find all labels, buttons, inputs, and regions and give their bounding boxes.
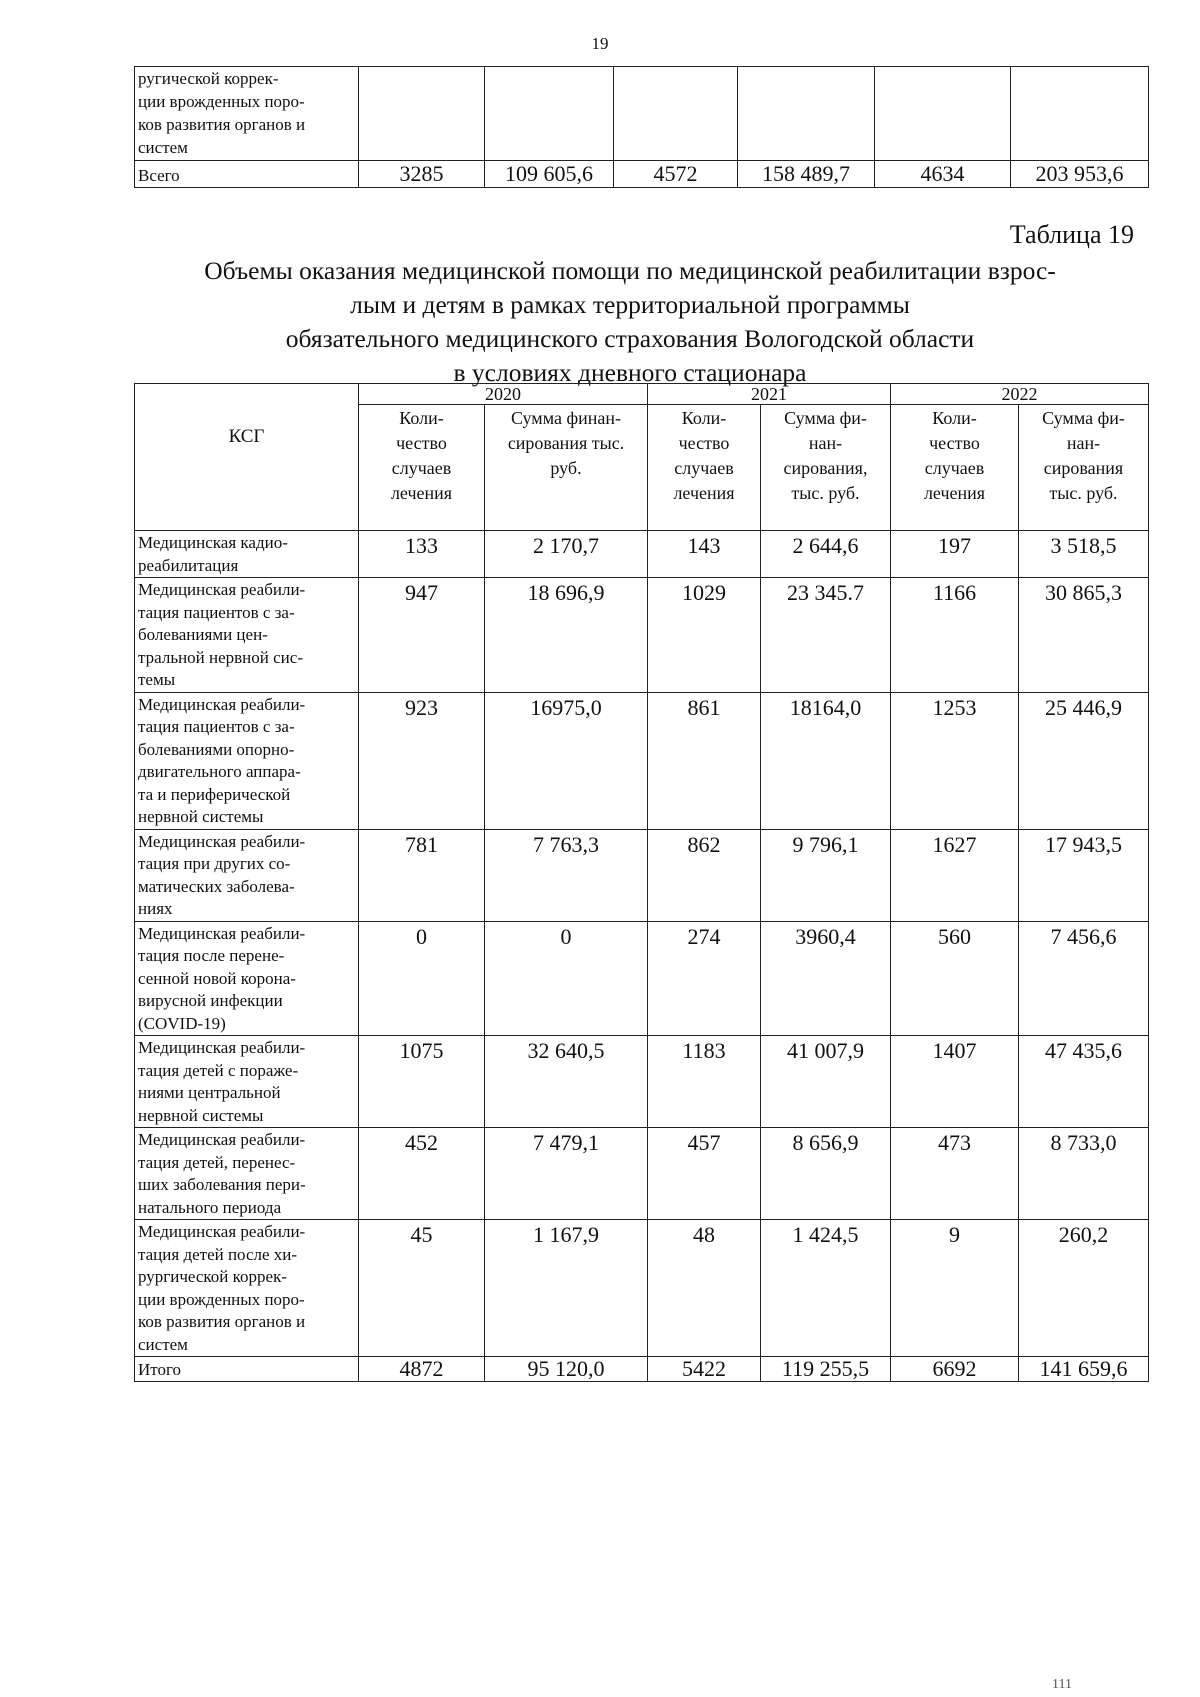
row-label: Медицинская реабили- тация детей с пораже- ниями центральной нервной системы	[135, 1036, 359, 1128]
value-cell: 781	[359, 829, 485, 921]
value-cell: 18164,0	[761, 692, 891, 829]
title-line: лым и детям в рамках территориальной программы	[350, 290, 910, 319]
column-header: Сумма фи- нан- сирования, тыс. руб.	[761, 405, 891, 531]
title-line: Объемы оказания медицинской помощи по медицинской реабилитации взрос-	[204, 256, 1056, 285]
value-cell: 45	[359, 1220, 485, 1357]
value-cell: 203 953,6	[1011, 161, 1149, 188]
value-cell: 143	[648, 531, 761, 578]
row-label: Медицинская реабили- тация пациентов с за- болеваниями опорно- двигательного аппара- та и периферической нервной системы	[135, 692, 359, 829]
value-cell: 862	[648, 829, 761, 921]
value-cell: 17 943,5	[1019, 829, 1149, 921]
value-cell	[359, 67, 485, 161]
column-header: Коли- чество случаев лечения	[891, 405, 1019, 531]
value-cell: 274	[648, 921, 761, 1036]
value-cell: 23 345.7	[761, 578, 891, 693]
value-cell: 1627	[891, 829, 1019, 921]
table-row	[135, 1128, 1149, 1220]
value-cell: 3285	[359, 161, 485, 188]
ksg-header: КСГ	[135, 384, 359, 531]
row-label: Медицинская реабили- тация детей после хи- рургической коррек- ции врожденных поро- ков развития органов и систем	[135, 1220, 359, 1357]
value-cell: 32 640,5	[485, 1036, 648, 1128]
value-cell: 560	[891, 921, 1019, 1036]
value-cell: 8 656,9	[761, 1128, 891, 1220]
table-number: Таблица 19	[1009, 220, 1134, 249]
value-cell: 5422	[648, 1357, 761, 1382]
value-cell: 7 763,3	[485, 829, 648, 921]
table-row	[135, 692, 1149, 829]
column-header: Коли- чество случаев лечения	[648, 405, 761, 531]
corner-mark: 111	[1052, 1677, 1072, 1692]
value-cell: 30 865,3	[1019, 578, 1149, 693]
value-cell: 48	[648, 1220, 761, 1357]
row-label: Всего	[135, 161, 359, 188]
value-cell: 8 733,0	[1019, 1128, 1149, 1220]
table-row	[135, 578, 1149, 693]
value-cell: 197	[891, 531, 1019, 578]
value-cell: 3960,4	[761, 921, 891, 1036]
value-cell: 4572	[614, 161, 738, 188]
year-header-row	[135, 384, 1149, 405]
value-cell: 1 424,5	[761, 1220, 891, 1357]
row-label: Итого	[135, 1357, 359, 1382]
value-cell: 1075	[359, 1036, 485, 1128]
value-cell: 923	[359, 692, 485, 829]
value-cell: 2 170,7	[485, 531, 648, 578]
row-label: Медицинская реабили- тация пациентов с за- болеваниями цен- тральной нервной сис- темы	[135, 578, 359, 693]
year-header: 2021	[648, 384, 891, 405]
value-cell	[485, 67, 614, 161]
value-cell: 9	[891, 1220, 1019, 1357]
column-header: Коли- чество случаев лечения	[359, 405, 485, 531]
value-cell: 0	[359, 921, 485, 1036]
column-header: Сумма фи- нан- сирования тыс. руб.	[1019, 405, 1149, 531]
value-cell: 2 644,6	[761, 531, 891, 578]
row-label: Медицинская кадио- реабилитация	[135, 531, 359, 578]
value-cell: 452	[359, 1128, 485, 1220]
value-cell: 95 120,0	[485, 1357, 648, 1382]
value-cell: 133	[359, 531, 485, 578]
row-label: ругической коррек- ции врожденных поро- ков развития органов и систем	[135, 67, 359, 161]
page-number: 19	[591, 34, 609, 53]
value-cell: 1166	[891, 578, 1019, 693]
value-cell: 119 255,5	[761, 1357, 891, 1382]
value-cell: 1 167,9	[485, 1220, 648, 1357]
value-cell: 861	[648, 692, 761, 829]
table-row	[135, 67, 1149, 161]
value-cell: 7 479,1	[485, 1128, 648, 1220]
column-header: Сумма финан- сирования тыс. руб.	[485, 405, 648, 531]
value-cell	[738, 67, 875, 161]
value-cell: 260,2	[1019, 1220, 1149, 1357]
value-cell: 158 489,7	[738, 161, 875, 188]
table-row	[135, 161, 1149, 188]
value-cell: 141 659,6	[1019, 1357, 1149, 1382]
value-cell: 9 796,1	[761, 829, 891, 921]
row-label: Медицинская реабили- тация при других со- матических заболева- ниях	[135, 829, 359, 921]
title-line: обязательного медицинского страхования Вологодской области	[285, 324, 975, 353]
value-cell: 1029	[648, 578, 761, 693]
value-cell: 18 696,9	[485, 578, 648, 693]
row-label: Медицинская реабили- тация детей, перенес- ших заболевания пери- натального периода	[135, 1128, 359, 1220]
continued-table	[134, 66, 1149, 188]
value-cell: 41 007,9	[761, 1036, 891, 1128]
value-cell: 0	[485, 921, 648, 1036]
value-cell: 1183	[648, 1036, 761, 1128]
value-cell	[614, 67, 738, 161]
title-line: в условиях дневного стационара	[453, 358, 807, 387]
rehabilitation-table	[134, 383, 1149, 1382]
value-cell	[875, 67, 1011, 161]
value-cell: 16975,0	[485, 692, 648, 829]
value-cell: 457	[648, 1128, 761, 1220]
value-cell: 3 518,5	[1019, 531, 1149, 578]
value-cell: 4634	[875, 161, 1011, 188]
value-cell: 1253	[891, 692, 1019, 829]
table-row	[135, 829, 1149, 921]
table-row	[135, 531, 1149, 578]
row-label: Медицинская реабили- тация после перене- сенной новой корона- вирусной инфекции (COVID-19)	[135, 921, 359, 1036]
value-cell: 947	[359, 578, 485, 693]
table-row	[135, 1036, 1149, 1128]
table-title	[130, 254, 1130, 390]
year-header: 2020	[359, 384, 648, 405]
total-row	[135, 1357, 1149, 1382]
value-cell: 4872	[359, 1357, 485, 1382]
year-header: 2022	[891, 384, 1149, 405]
value-cell: 6692	[891, 1357, 1019, 1382]
table-row	[135, 921, 1149, 1036]
value-cell	[1011, 67, 1149, 161]
value-cell: 47 435,6	[1019, 1036, 1149, 1128]
value-cell: 7 456,6	[1019, 921, 1149, 1036]
value-cell: 1407	[891, 1036, 1019, 1128]
value-cell: 25 446,9	[1019, 692, 1149, 829]
value-cell: 109 605,6	[485, 161, 614, 188]
value-cell: 473	[891, 1128, 1019, 1220]
table-row	[135, 1220, 1149, 1357]
